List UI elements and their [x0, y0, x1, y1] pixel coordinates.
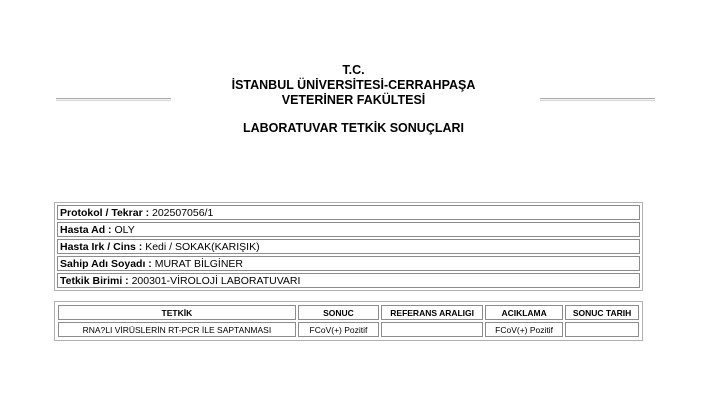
unit-label: Tetkik Birimi :	[60, 275, 129, 287]
cell-result-date	[565, 322, 639, 337]
header-line-university: İSTANBUL ÜNİVERSİTESİ-CERRAHPAŞA	[231, 78, 476, 92]
results-table	[56, 303, 641, 339]
table-row	[58, 322, 639, 337]
unit-value: 200301-VİROLOJİ LABORATUVARI	[131, 275, 301, 287]
species-value: Kedi / SOKAK(KARIŞIK)	[145, 241, 260, 253]
protocol-value: 202507056/1	[152, 207, 214, 219]
protocol-label: Protokol / Tekrar :	[60, 207, 150, 219]
header-line-tc: T.C.	[342, 63, 365, 77]
protocol-row	[57, 205, 640, 220]
owner-value: MURAT BİLGİNER	[154, 258, 244, 270]
cell-test: RNA?LI VİRÜSLERİN RT-PCR İLE SAPTANMASI	[58, 322, 296, 337]
patient-info-box	[54, 202, 643, 291]
header-rule-right	[540, 98, 655, 101]
species-row	[57, 239, 640, 254]
header-rule-left	[56, 98, 171, 101]
col-header-reference: REFERANS ARALIGI	[381, 305, 483, 320]
results-box	[54, 301, 643, 341]
species-label: Hasta Irk / Cins :	[60, 241, 143, 253]
col-header-description: ACIKLAMA	[485, 305, 563, 320]
results-header-row	[58, 305, 639, 320]
col-header-result-date: SONUC TARIH	[565, 305, 639, 320]
patient-name-label: Hasta Ad :	[60, 224, 112, 236]
page-title: LABORATUVAR TETKİK SONUÇLARI	[242, 121, 465, 135]
col-header-test: TETKİK	[58, 305, 296, 320]
owner-label: Sahip Adı Soyadı :	[60, 258, 152, 270]
header-line-faculty: VETERİNER FAKÜLTESİ	[281, 93, 426, 107]
patient-name-value: OLY	[114, 224, 135, 236]
cell-result: FCoV(+) Pozitif	[298, 322, 379, 337]
col-header-result: SONUC	[298, 305, 379, 320]
cell-description: FCoV(+) Pozitif	[485, 322, 563, 337]
cell-reference	[381, 322, 483, 337]
owner-row	[57, 256, 640, 271]
unit-row	[57, 273, 640, 288]
patient-name-row	[57, 222, 640, 237]
